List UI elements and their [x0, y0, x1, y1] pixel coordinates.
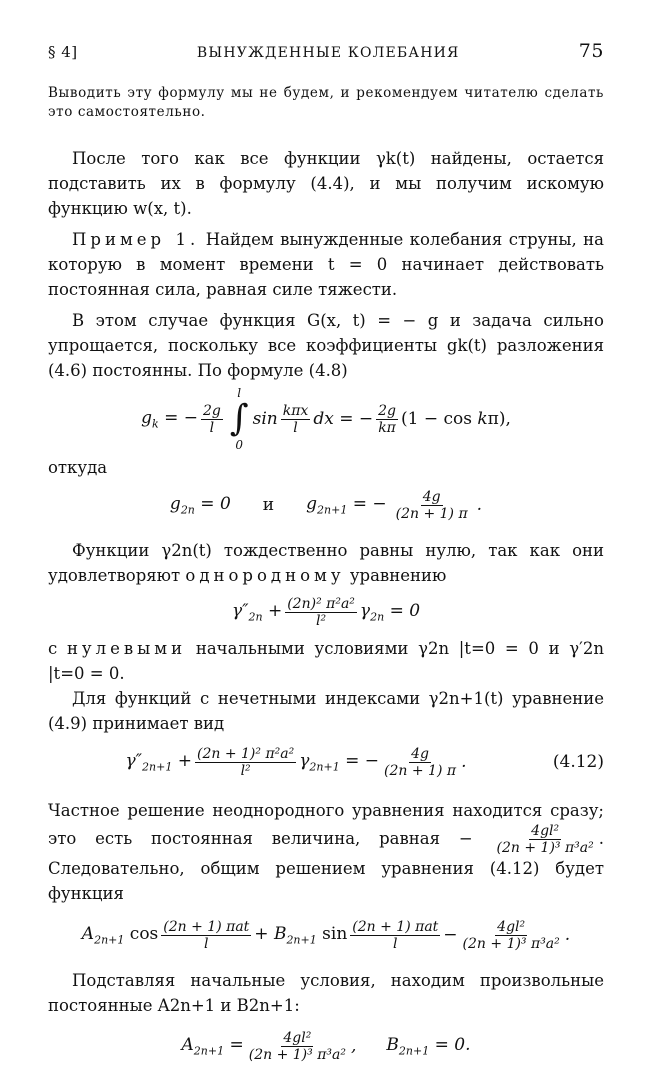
p6-part-c: уравнению	[349, 566, 447, 585]
formula-g2n: $g_{2n} = 0$ и $g_{2n+1}$ = − $\frac{4g}{(2n + 1) \pi}$ .	[169, 488, 483, 522]
p6-part-b: однородному	[185, 566, 345, 585]
paragraph-7	[48, 636, 604, 686]
p9-part-a: Частное решение неоднородного уравнения находится сразу; это есть постоянная величина, равная	[48, 801, 604, 848]
paragraph-8: Для функций с нечетными индексами γ2n+1(t) уравнение (4.9) принимает вид	[48, 689, 604, 733]
formula-gamma-2n: $\gamma''_{2n}$ + $\frac{\text{(2n)² π²a²}}{\text{l²}}$ $\gamma_{2n} = 0$	[231, 595, 421, 629]
p6-part-a: Функции γ2n(t) тождественно равны нулю, так как они удовлетворяют	[48, 541, 604, 585]
example-text: Найдем вынужденные колебания струны, на которую в момент времени t = 0 начинает действовать постоянная сила, равная силе тяжести.	[48, 230, 604, 299]
paragraph-5: откуда	[48, 458, 108, 477]
formula-gk: $g_k$ = − $\frac{2g}{l}$ l ∫ 0 sin $\frac{\text{kπx}}{l}$ dx = − $\frac{2g}{k\pi}$ (1 − cos kπ),	[141, 386, 511, 452]
paragraph-1: Выводить эту формулу мы не будем, и рекомендуем читателю сделать это самостоятельно.	[48, 85, 604, 120]
page-header	[48, 40, 604, 62]
paragraph-9: Частное решение неоднородного уравнения находится сразу; это есть постоянная величина, равная − $\frac{\text{4gl²}}{\text{(2n + 1)³ π³a²}}$ . Следовательно, общим решением уравнения (4.12) будет функция	[48, 801, 605, 903]
p7-part-c: начальными условиями γ2n |t=0 = 0 и γ′2n |t=0 = 0.	[48, 639, 605, 683]
page	[48, 40, 604, 1074]
p9-part-b: Следовательно, общим решением уравнения (4.12) будет функция	[48, 859, 604, 903]
section-ref: § 4]	[48, 43, 78, 61]
paragraph-2: После того как все функции γk(t) найдены, остается подставить их в формулу (4.4), и мы получим искомую функцию w(x, t).	[48, 149, 604, 218]
formula-general-solution: $A_{2n+1}$ cos $\frac{\text{(2n + 1) πat}}{l}$ + $B_{2n+1}$ sin $\frac{\text{(2n + 1) πat}}{l}$ − $\frac{\text{4gl²}}{\text{(2n + 1)³ π³a²}}$ .	[81, 918, 571, 952]
paragraph-6	[48, 538, 604, 588]
p7-part-b: нулевыми	[66, 639, 187, 658]
paragraph-4: В этом случае функция G(x, t) = − g и задача сильно упрощается, поскольку все коэффициенты gk(t) разложения (4.6) постоянны. По формуле (4.8)	[48, 311, 604, 380]
running-title: ВЫНУЖДЕННЫЕ КОЛЕБАНИЯ	[196, 45, 460, 61]
formula-constants: $A_{2n+1}$ = $\frac{\text{4gl²}}{\text{(2n + 1)³ π³a²}}$ , $B_{2n+1} = 0$.	[181, 1029, 471, 1063]
example-label: Пример 1.	[72, 230, 200, 249]
page-number: 75	[578, 40, 604, 62]
p7-part-a: с	[48, 639, 58, 658]
formula-4-12: $\gamma''_{2n+1}$ + $\frac{\text{(2n + 1)² π²a²}}{\text{l²}}$ $\gamma_{2n+1}$ = − $\frac{4g}{(2n + 1) \pi}$ . (4.12)	[125, 745, 604, 779]
paragraph-10: Подставляя начальные условия, находим произвольные постоянные A2n+1 и B2n+1:	[48, 971, 604, 1015]
equation-number: (4.12)	[552, 752, 604, 772]
paragraph-3	[48, 227, 604, 302]
